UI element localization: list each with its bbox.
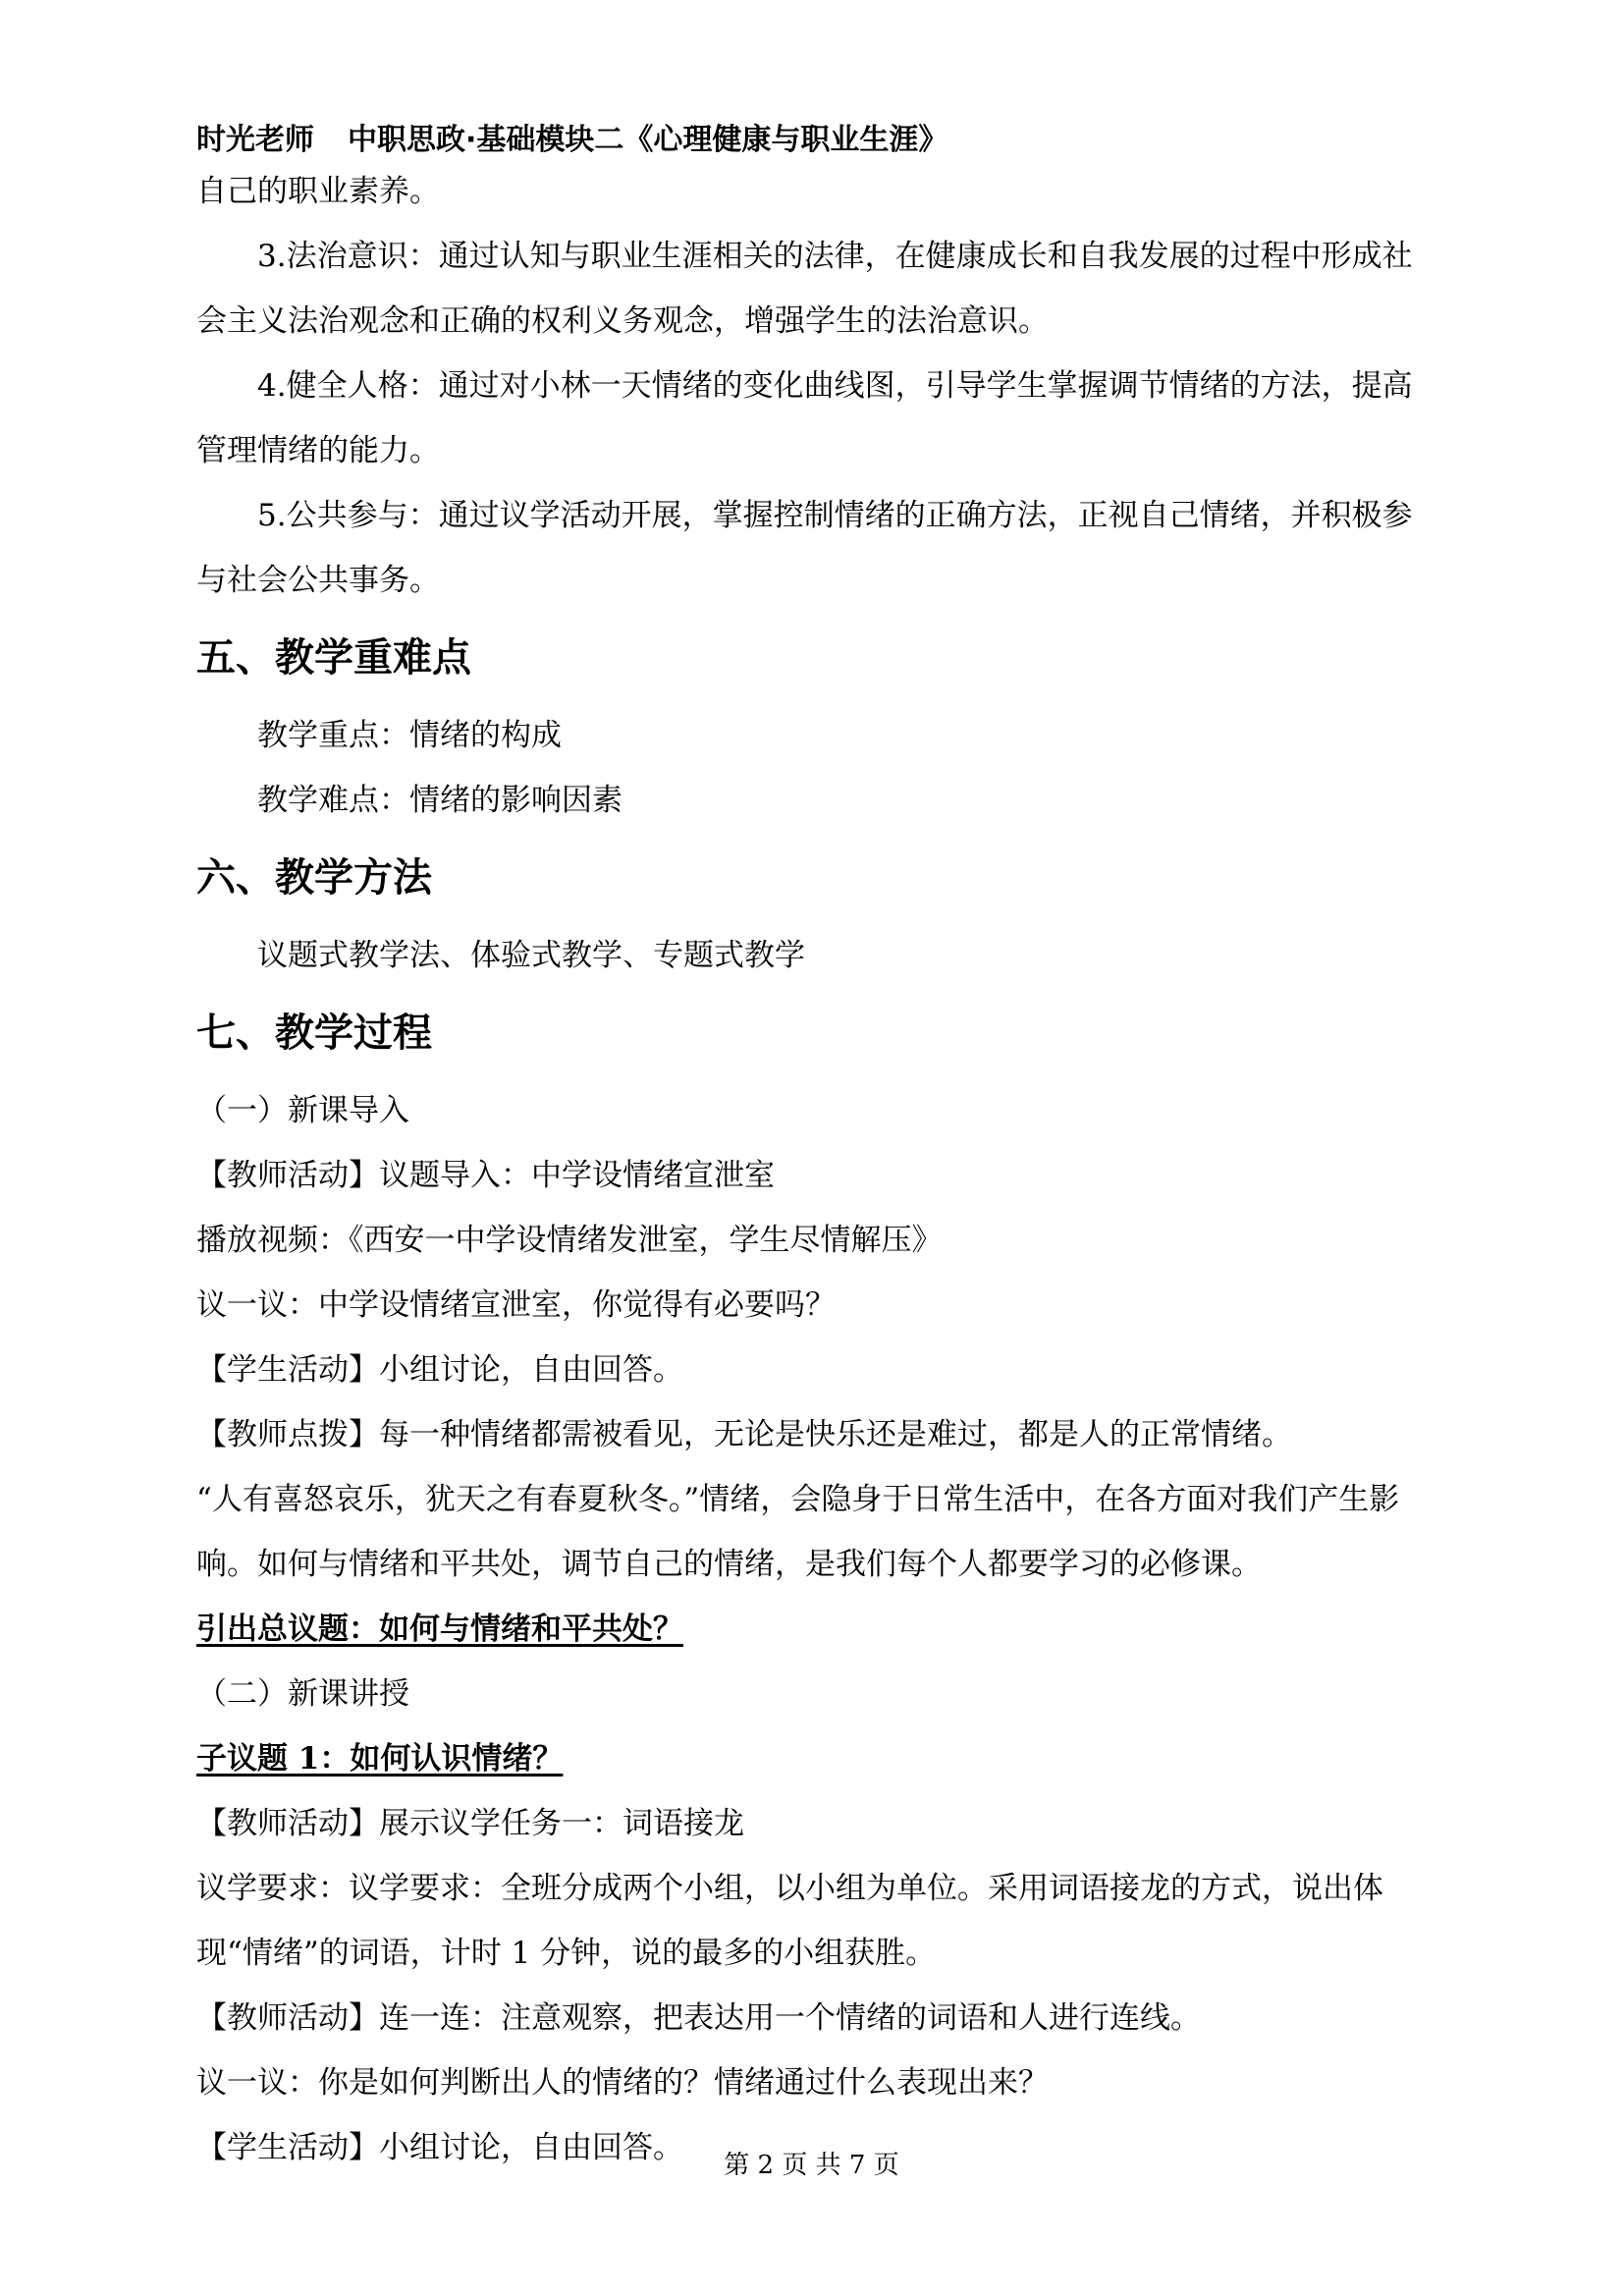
paragraph-law-awareness: 3.法治意识：通过认知与职业生涯相关的法律，在健康成长和自我发展的过程中形成社会主义法治观念和正确的权利义务观念，增强学生的法治意识。 <box>196 239 1413 339</box>
page-header <box>196 115 947 158</box>
paragraph-discussion-1: 议一议：中学设情绪宣泄室，你觉得有必要吗？ <box>196 1287 836 1323</box>
paragraph-student-activity-1: 【学生活动】小组讨论，自由回答。 <box>196 1352 683 1388</box>
header-author: 时光老师 <box>196 123 314 157</box>
paragraph-discussion-2: 议一议：你是如何判断出人的情绪的？情绪通过什么表现出来？ <box>196 2065 1049 2101</box>
paragraph-teacher-activity-2: 【教师活动】展示议学任务一：词语接龙 <box>196 1806 744 1841</box>
paragraph-teacher-guidance: 【教师点拨】每一种情绪都需被看见，无论是快乐还是难过，都是人的正常情绪。 <box>196 1417 1292 1452</box>
paragraph-teacher-activity-1: 【教师活动】议题导入：中学设情绪宣泄室 <box>196 1158 775 1193</box>
paragraph-play-video: 播放视频：《西安一中学设情绪发泄室，学生尽情解压》 <box>196 1223 943 1258</box>
paragraph-part-one: （一）新课导入 <box>196 1093 409 1128</box>
page-footer: 第 2 页 共 7 页 <box>724 2151 899 2180</box>
heading-teaching-methods: 六、教学方法 <box>196 855 432 901</box>
paragraph-requirements: 议学要求：议学要求：全班分成两个小组，以小组为单位。采用词语接龙的方式，说出体现“情绪”的词语，计时 1 分钟，说的最多的小组获胜。 <box>196 1871 1383 1971</box>
subtopic-1-text: 子议题 1：如何认识情绪？ <box>196 1741 564 1777</box>
paragraph-teaching-focus: 教学重点：情绪的构成 <box>257 718 562 753</box>
paragraph-teacher-activity-3: 【教师活动】连一连：注意观察，把表达用一个情绪的词语和人进行连线。 <box>196 2000 1201 2036</box>
paragraph-student-activity-2: 【学生活动】小组讨论，自由回答。 <box>196 2130 683 2165</box>
paragraph-public-participation: 5.公共参与：通过议学活动开展，掌握控制情绪的正确方法，正视自己情绪，并积极参与社会公共事务。 <box>196 498 1413 598</box>
paragraph-main-topic <box>196 1597 1441 1662</box>
paragraph-sound-personality: 4.健全人格：通过对小林一天情绪的变化曲线图，引导学生掌握调节情绪的方法，提高管理情绪的能力。 <box>196 368 1413 468</box>
paragraph-quote: “人有喜怒哀乐，犹天之有春夏秋冬。”情绪，会隐身于日常生活中，在各方面对我们产生影响。如何与情绪和平共处，调节自己的情绪，是我们每个人都要学习的必修课。 <box>196 1482 1400 1582</box>
paragraph-teaching-difficulty: 教学难点：情绪的影响因素 <box>257 783 622 818</box>
main-topic-text: 引出总议题：如何与情绪和平共处？ <box>196 1612 683 1647</box>
paragraph-subtopic-1 <box>196 1726 1441 1791</box>
page-content <box>196 159 1441 2180</box>
heading-key-points: 五、教学重难点 <box>196 635 471 681</box>
heading-teaching-process: 七、教学过程 <box>196 1011 432 1056</box>
paragraph-methods: 议题式教学法、体验式教学、专题式教学 <box>257 938 805 973</box>
paragraph-continued: 自己的职业素养。 <box>196 174 440 209</box>
header-course: 中职思政·基础模块二《心理健康与职业生涯》 <box>348 123 948 157</box>
paragraph-part-two: （二）新课讲授 <box>196 1676 409 1712</box>
